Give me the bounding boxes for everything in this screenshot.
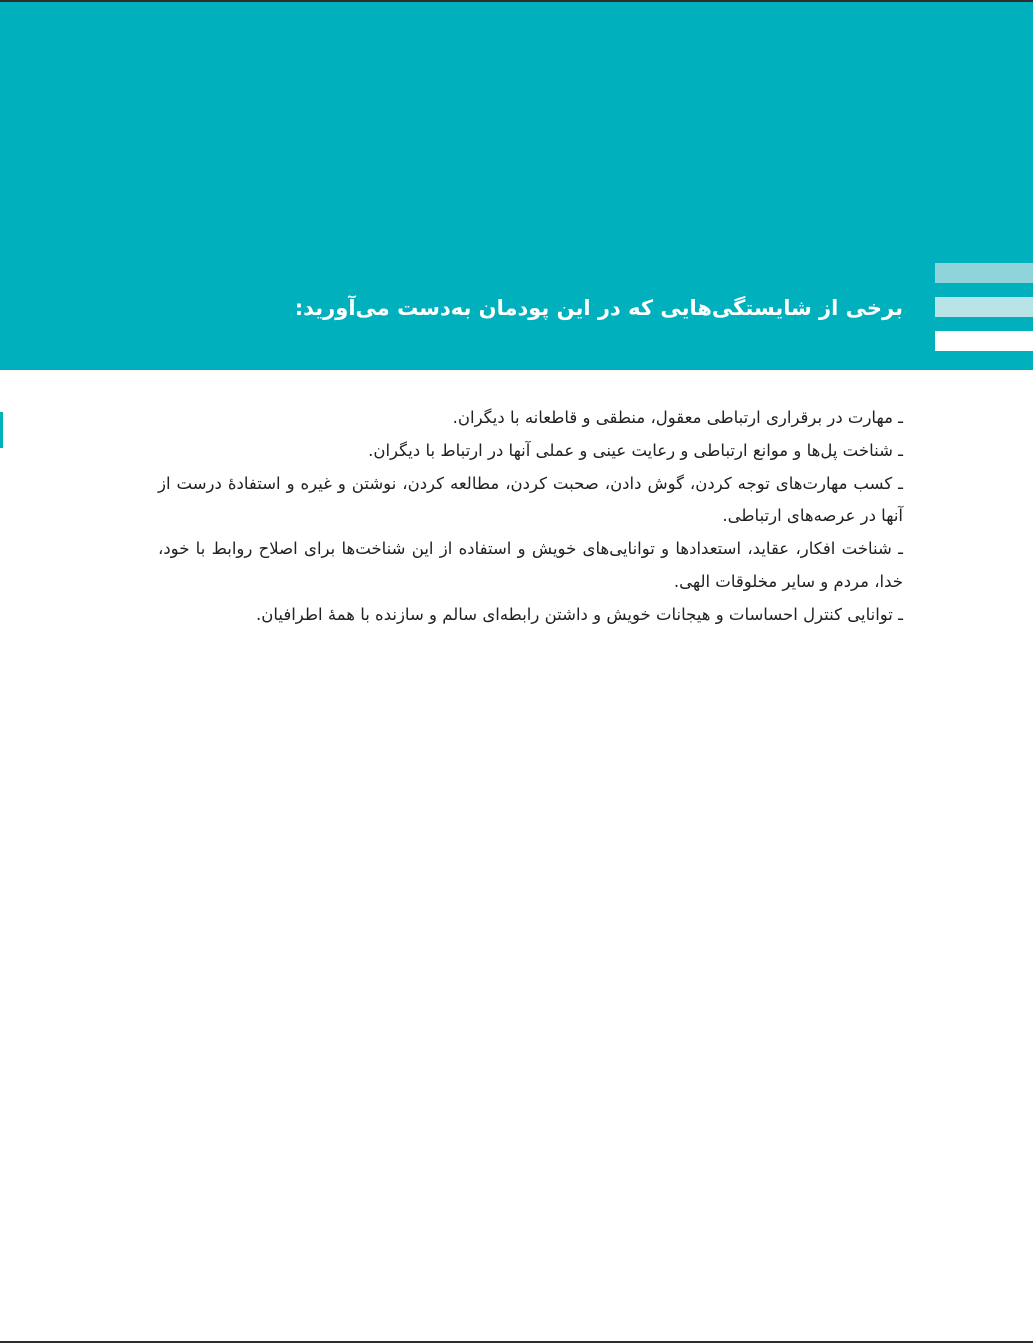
list-item: ـ مهارت در برقراری ارتباطی معقول، منطقی و قاطعانه با دیگران.: [158, 402, 903, 435]
list-item: ـ کسب مهارت‌های توجه کردن، گوش دادن، صحبت کردن، مطالعه کردن، نوشتن و غیره و استفادهٔ درست از آنها در عرصه‌های ارتباطی.: [158, 468, 903, 534]
decorative-stripe-top: [935, 263, 1033, 283]
competency-list: [158, 402, 903, 632]
section-heading: برخی از شایستگی‌هایی که در این پودمان به‌دست می‌آورید:: [294, 296, 903, 320]
side-tab-marker: [0, 412, 3, 448]
decorative-stripe-middle: [935, 297, 1033, 317]
list-item: ـ توانایی کنترل احساسات و هیجانات خویش و داشتن رابطه‌ای سالم و سازنده با همهٔ اطرافیان.: [158, 599, 903, 632]
list-item: ـ شناخت پل‌ها و موانع ارتباطی و رعایت عینی و عملی آنها در ارتباط با دیگران.: [158, 435, 903, 468]
list-item: ـ شناخت افکار، عقاید، استعدادها و توانایی‌های خویش و استفاده از این شناخت‌ها برای اصلاح روابط با خود، خدا، مردم و سایر مخلوقات الهی.: [158, 533, 903, 599]
decorative-stripe-bottom: [935, 331, 1033, 351]
